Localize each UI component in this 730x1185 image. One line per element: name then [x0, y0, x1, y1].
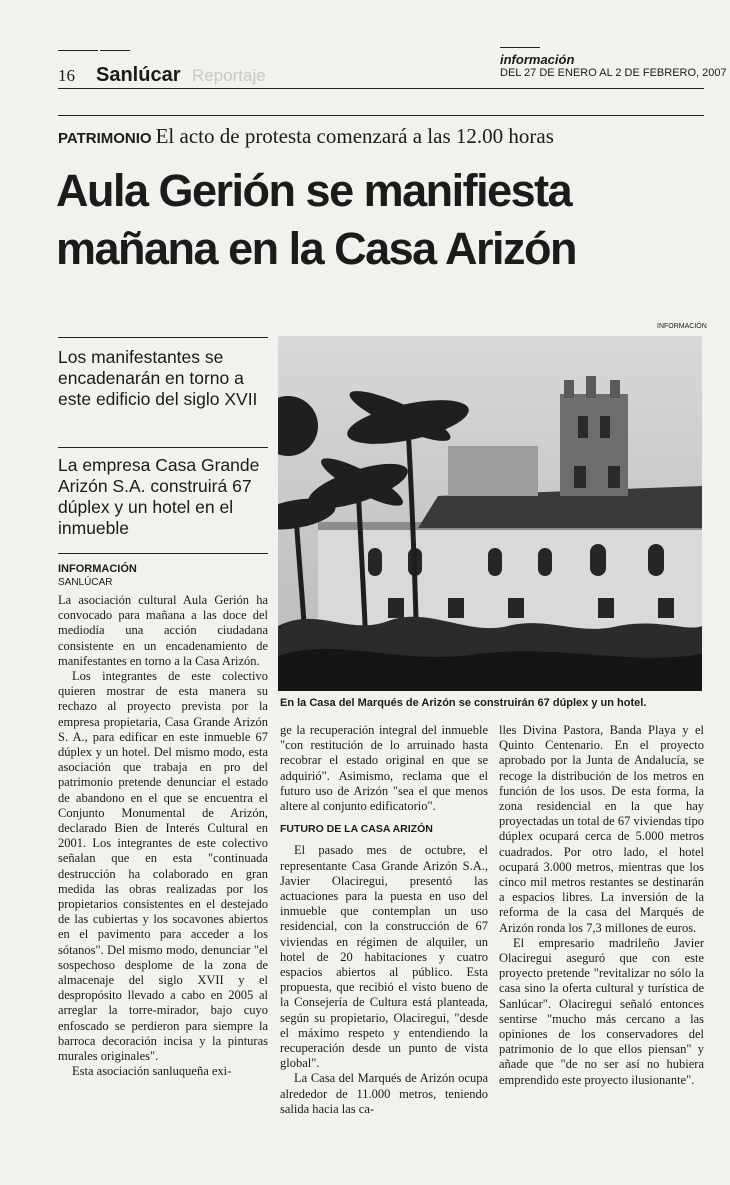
- deck-1: Los manifestantes se encadenarán en torno a este edificio del siglo XVII: [58, 347, 258, 409]
- paragraph: Esta asociación sanluqueña exi-: [72, 1064, 232, 1079]
- paragraph: La Casa del Marqués de Arizón ocupa alrededor de 11.000 metros, teniendo salida hacia las ca-: [280, 1071, 488, 1116]
- deck-rule-middle: [58, 447, 268, 448]
- publication-date: DEL 27 DE ENERO AL 2 DE FEBRERO, 2007: [500, 67, 727, 79]
- photo-credit: INFORMACIÓN: [657, 323, 707, 330]
- headline-line-1: Aula Gerión se manifiesta: [56, 165, 572, 216]
- photo-illustration: [278, 336, 702, 691]
- headline-line-2: mañana en la Casa Arizón: [56, 223, 577, 274]
- section-ghost-text: Reportaje: [192, 66, 266, 85]
- article-column-2: [280, 723, 488, 1168]
- deck-rule-bottom: [58, 553, 268, 554]
- paragraph: lles Divina Pastora, Banda Playa y el Quinto Centenario. En el proyecto aprobado por la Junta de Andalucía, se recoge la distribución de los metros en función de los usos. De esta forma, la zona residencial en la que hay proyectadas un total de 67 viviendas tipo dúplex ocupará cerca de 5.000 metros cuadrados. Por otro lado, el hotel ocupará 3.000 metros, mientras que los cinco mil metros restantes se destinarán a espacios libres. La inversión de la reforma de la casa del Marqués de Arizón ronda los 7,3 millones de euros.: [499, 723, 704, 935]
- headline: [56, 162, 696, 278]
- header-rule: [58, 88, 704, 89]
- paragraph: La asociación cultural Aula Gerión ha convocado para mañana a las doce del mediodía una acción ciudadana consistente en un encadenamiento de manifestantes en torno a la Casa Arizón.: [58, 593, 268, 668]
- kicker-text: El acto de protesta comenzará a las 12.00 horas: [155, 124, 554, 148]
- photo-caption: En la Casa del Marqués de Arizón se construirán 67 dúplex y un hotel.: [280, 697, 647, 709]
- paragraph: ge la recuperación integral del inmueble "con restitución de lo arruinado hasta recobrar el estado original en que se adquirió". Asimismo, reclama que el futuro uso de Arizón "sea el que menos altere al conjunto edificatorio".: [280, 723, 488, 814]
- kicker: [58, 124, 554, 149]
- byline-author: INFORMACIÓN: [58, 563, 137, 575]
- page-number: 16: [58, 66, 75, 85]
- deck-rule-top: [58, 337, 268, 338]
- kicker-label: PATRIMONIO: [58, 130, 152, 147]
- header-rule-left-2: [100, 50, 130, 51]
- article-column-3: [499, 723, 704, 1168]
- section-title: Sanlúcar: [96, 64, 181, 86]
- paragraph: El empresario madrileño Javier Olaciregui aseguró que con este proyecto pretende "revitalizar no sólo la casa sino la oferta cultural y turística de Sanlúcar". Olaciregui señaló entonces sentirse "mucho más cercano a las opiniones de los conservadores del patrimonio de lo que ellos piensan" y añade que "de no ser así no hubiera emprendido este proyecto ilusionante".: [499, 935, 704, 1087]
- kicker-rule: [58, 115, 704, 116]
- deck-2: La empresa Casa Grande Arizón S.A. construirá 67 dúplex y un hotel en el inmueble: [58, 455, 260, 538]
- article-column-1: [58, 593, 268, 1168]
- paragraph: Los integrantes de este colectivo quieren mostrar de esta manera su rechazo al proyecto prevista por la empresa propietaria, Casa Grande Arizón S. A., para edificar en este inmueble 67 dúplex y un hotel. Del mismo modo, esta asociación que trabaja en pro del patrimonio pretende denunciar el estado de abandono en el que se encuentra el Conjunto Monumental de Arizón, declarado Bien de Interés Cultural en 2001. Los integrantes de este colectivo señalan que en esta "continuada destrucción ha colaborado en gran medida las obras realizadas por los propietarios consistentes en el destejado de las cubiertas y los socavones abiertos en el pavimento para acceder a los sótanos". Del mismo modo, denunciar "el sospechoso desplome de la zona de almacenaje del siglo XVII y el despropósito llevado a cabo en 2005 al arreglar la torre-mirador, bajo cuyo enfoscado se perdieron para siempre la barroca decoración incisa y la pinturas murales originales".: [58, 669, 268, 1064]
- section-subhead: FUTURO DE LA CASA ARIZÓN: [280, 823, 433, 836]
- paragraph: El pasado mes de octubre, el representante Casa Grande Arizón S.A., Javier Olaciregui, presentó las actuaciones para la puesta en uso del inmueble que contemplan un uso residencial, con la construcción de 67 viviendas en régimen de alquiler, un hotel de 20 habitaciones y cuatro espacios abiertos al público. Esta propuesta, que recibió el visto bueno de la Consejería de Cultura está planteada, según su propietario, Olaciregui, "desde el máximo respeto y entendiendo la recuperación desde un punto de vista global".: [280, 843, 488, 1071]
- header-rule-left: [58, 50, 98, 51]
- photo-casa-arizon: [278, 336, 702, 691]
- header-rule-right: [500, 47, 540, 48]
- publication-name: información: [500, 52, 575, 67]
- byline-city: SANLÚCAR: [58, 577, 113, 588]
